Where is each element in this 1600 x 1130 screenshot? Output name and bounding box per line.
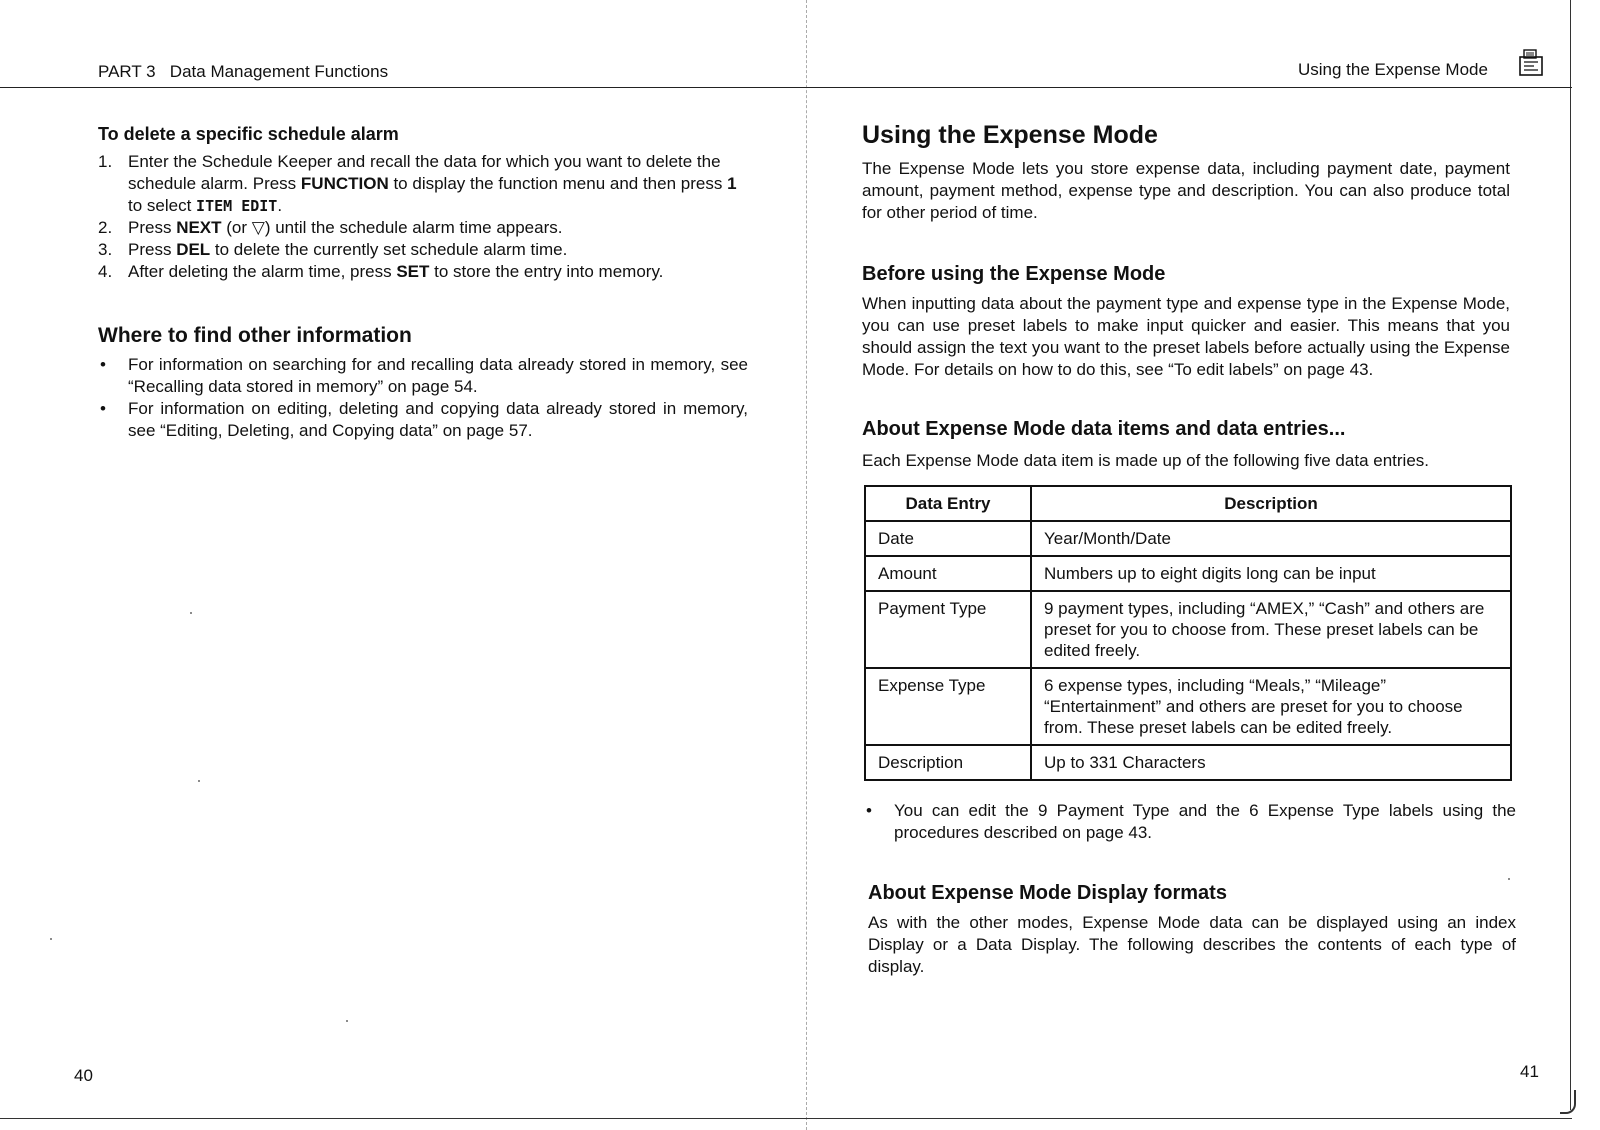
table-cell-description: 9 payment types, including “AMEX,” “Cash” and others are preset for you to choose from. These preset labels can be edited freely. [1031,591,1511,668]
expense-mode-icon [1517,47,1545,82]
table-header-cell: Description [1031,486,1511,521]
page-edge-bottom [0,1118,1572,1119]
scan-speck [346,1020,348,1022]
left-section-other-info [98,324,748,442]
table-cell-description: Numbers up to eight digits long can be input [1031,556,1511,591]
bullet-item: • For information on editing, deleting and copying data already stored in memory, see “Editing, Deleting, and Copying data” on page 57. [100,399,748,440]
left-running-header: PART 3 Data Management Functions [98,62,389,81]
left-header-rule [0,87,806,88]
table-row [865,745,1511,780]
bullet-item: • For information on searching for and recalling data already stored in memory, see “Recalling data stored in memory” on page 54. [100,355,748,396]
table-row [865,668,1511,745]
step-item: 1. Enter the Schedule Keeper and recall the data for which you want to delete the schedule alarm. Press FUNCTION to display the function menu and then press 1 to select ITEM EDIT. [98,152,737,215]
section-title: Where to find other information [98,324,412,347]
steps-list [98,151,748,283]
right-header-rule [806,87,1572,88]
table-cell-entry: Description [865,745,1031,780]
intro-paragraph: The Expense Mode lets you store expense data, including payment date, payment amount, payment method, expense type and description. You can also produce total for other period of time. [862,159,1510,222]
table-cell-entry: Payment Type [865,591,1031,668]
step-item: 4. After deleting the alarm time, press SET to store the entry into memory. [98,262,664,281]
display-paragraph: As with the other modes, Expense Mode data can be displayed using an index Display or a Data Display. The following describes the contents of each type of display. [868,913,1516,976]
bullet-item: • You can edit the 9 Payment Type and the 6 Expense Type labels using the procedures described on page 43. [866,801,1516,842]
step-item: 3. Press DEL to delete the currently set schedule alarm time. [98,240,568,259]
right-page-number: 41 [1520,1062,1539,1081]
display-section-title: About Expense Mode Display formats [868,882,1227,904]
left-section-delete-alarm [98,124,748,283]
note-bullets [864,800,1516,844]
scan-speck [1508,878,1510,880]
scan-speck [50,938,52,940]
table-cell-entry: Amount [865,556,1031,591]
table-cell-entry: Date [865,521,1031,556]
table-row [865,521,1511,556]
data-items-paragraph: Each Expense Mode data item is made up of the following five data entries. [862,451,1429,470]
data-items-section-title: About Expense Mode data items and data entries... [862,418,1346,440]
page-title: Using the Expense Mode [862,121,1158,149]
table-header-cell: Data Entry [865,486,1031,521]
page-edge-right [1570,0,1571,1110]
scan-speck [198,780,200,782]
scan-speck [190,612,192,614]
table-cell-entry: Expense Type [865,668,1031,745]
table-header-row [865,486,1511,521]
data-entries-table [864,485,1512,781]
left-page-number: 40 [74,1066,93,1085]
before-section-title: Before using the Expense Mode [862,263,1166,285]
table-cell-description: Year/Month/Date [1031,521,1511,556]
table-cell-description: Up to 331 Characters [1031,745,1511,780]
table-row [865,591,1511,668]
step-item: 2. Press NEXT (or ▽) until the schedule alarm time appears. [98,218,563,237]
section-title: To delete a specific schedule alarm [98,124,399,144]
info-bullets [98,354,748,442]
page-gutter [806,0,807,1130]
table-cell-description: 6 expense types, including “Meals,” “Mileage” “Entertainment” and others are preset for you to choose from. These preset labels can be edited freely. [1031,668,1511,745]
page-corner [1560,1090,1576,1114]
before-paragraph: When inputting data about the payment type and expense type in the Expense Mode, you can use preset labels to make input quicker and easier. This means that you should assign the text you want to the preset labels before actually using the Expense Mode. For details on how to do this, see “To edit labels” on page 43. [862,294,1510,379]
right-running-header: Using the Expense Mode [1298,60,1488,79]
table-row [865,556,1511,591]
